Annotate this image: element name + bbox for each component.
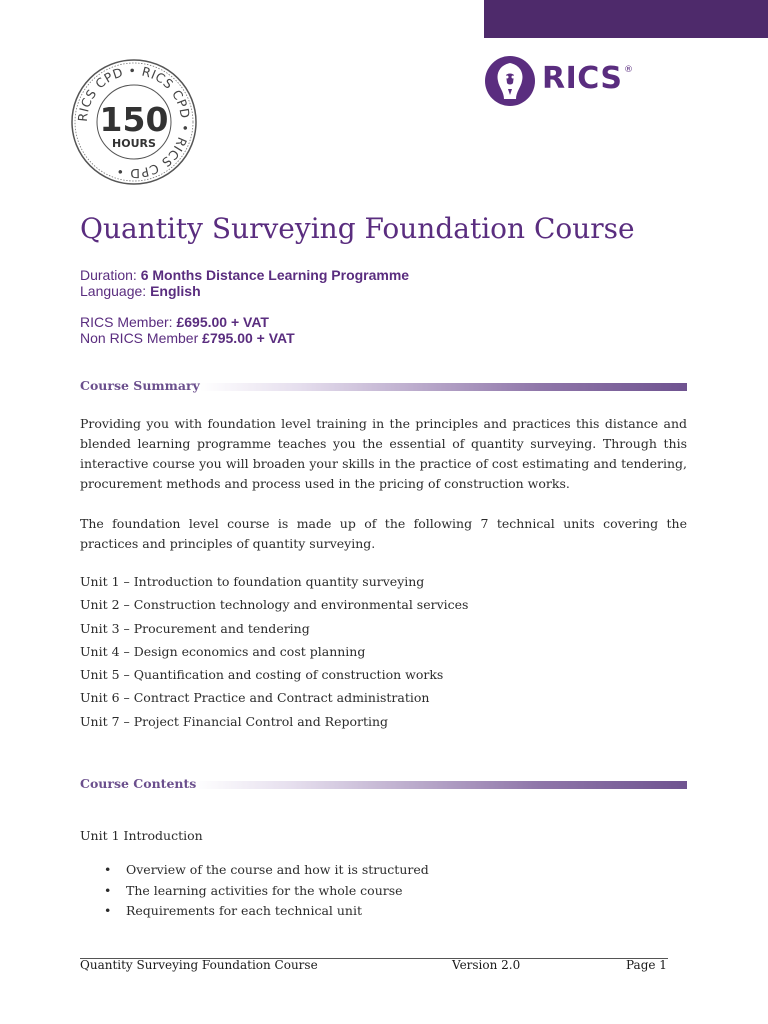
- bullet-text: The learning activities for the whole course: [126, 882, 403, 898]
- section-title: Course Contents: [80, 776, 197, 791]
- bullet-text: Requirements for each technical unit: [126, 903, 362, 918]
- rics-logo: [484, 55, 634, 109]
- language-label: Language:: [80, 283, 147, 299]
- bullet-text: Overview of the course and how it is structured: [126, 862, 429, 877]
- duration-line: [80, 267, 409, 283]
- nonmember-label: Non RICS Member: [80, 330, 199, 346]
- footer-title: Quantity Surveying Foundation Course: [80, 958, 318, 972]
- logo-registered-mark: ®: [624, 65, 633, 75]
- member-price-line: [80, 314, 269, 330]
- list-item: Unit 6 – Contract Practice and Contract administration: [80, 690, 430, 706]
- section-divider-bar: [200, 383, 687, 391]
- member-price: £695.00 + VAT: [176, 314, 269, 330]
- list-item: [104, 881, 429, 902]
- summary-paragraph: Providing you with foundation level training in the principles and practices this distance and blended learning programme teaches you the essential of quantity surveying. Through this interactive course you will broaden your skills in the practice of cost estimating and tendering, procurement methods and process used in the pricing of construction works.: [80, 416, 687, 491]
- lion-icon: [484, 55, 536, 107]
- page-title: Quantity Surveying Foundation Course: [80, 212, 635, 245]
- section-divider-bar: [193, 781, 687, 789]
- units-intro-paragraph: The foundation level course is made up of the following 7 technical units covering the practices and principles of quantity surveying.: [80, 516, 687, 551]
- cpd-seal-icon: [70, 58, 198, 186]
- list-item: Unit 2 – Construction technology and environmental services: [80, 597, 469, 613]
- section-header-summary: [80, 378, 687, 394]
- list-item: Unit 1 – Introduction to foundation quantity surveying: [80, 574, 425, 589]
- section-title: Course Summary: [80, 378, 200, 393]
- bullet-icon: •: [104, 862, 112, 877]
- footer-page-number: Page 1: [626, 958, 667, 972]
- nonmember-price: £795.00 + VAT: [202, 330, 295, 346]
- seal-ring-text: RICS CPD • RICS CPD • RICS CPD •: [74, 62, 194, 182]
- unit-heading: Unit 1 Introduction: [80, 828, 203, 843]
- duration-label: Duration:: [80, 267, 137, 283]
- seal-number: 150: [99, 100, 169, 139]
- bullet-list: [104, 860, 429, 922]
- bullet-icon: •: [104, 882, 112, 898]
- list-item: Unit 4 – Design economics and cost planning: [80, 643, 366, 659]
- logo-text: RICS: [542, 61, 623, 96]
- section-header-contents: [80, 776, 687, 792]
- language-line: [80, 283, 201, 299]
- list-item: [104, 860, 429, 881]
- header-accent-bar: [484, 0, 768, 38]
- list-item: [104, 901, 429, 922]
- member-label: RICS Member:: [80, 314, 173, 330]
- bullet-icon: •: [104, 903, 112, 918]
- seal-unit: HOURS: [112, 137, 156, 150]
- language-value: English: [150, 283, 201, 299]
- list-item: Unit 5 – Quantification and costing of construction works: [80, 667, 444, 683]
- list-item: Unit 3 – Procurement and tendering: [80, 620, 310, 636]
- footer-version: Version 2.0: [452, 958, 521, 972]
- duration-value: 6 Months Distance Learning Programme: [140, 267, 410, 283]
- nonmember-price-line: [80, 330, 295, 346]
- list-item: Unit 7 – Project Financial Control and Reporting: [80, 713, 389, 729]
- unit-list: [80, 572, 468, 735]
